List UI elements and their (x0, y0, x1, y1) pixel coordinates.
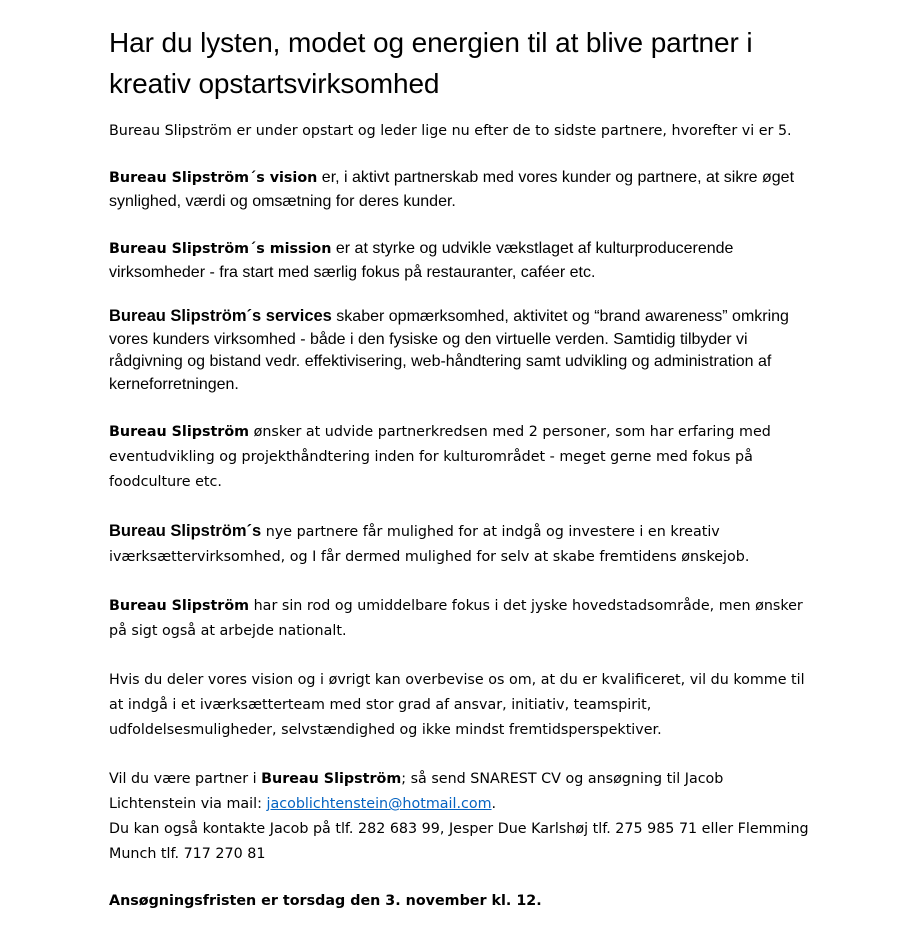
mission-paragraph (109, 237, 809, 284)
expand-paragraph (109, 420, 809, 495)
roots-heading: Bureau Slipström (109, 598, 250, 614)
deadline-paragraph (109, 889, 809, 914)
page-title: Har du lysten, modet og energien til at blive partner i kreativ opstartsvirksomhed (109, 27, 753, 99)
document-page (109, 0, 809, 914)
vision-heading: Bureau Slipström´s vision (109, 170, 318, 186)
roots-paragraph (109, 594, 809, 644)
email-link[interactable]: jacoblichtenstein@hotmail.com (266, 796, 492, 812)
expand-text: ønsker at udvide partnerkredsen med 2 personer, som har erfaring med eventudvikling og projekthåndtering inden for kulturområdet - meget gerne med fokus på foodculture etc. (109, 424, 771, 490)
contact-company: Bureau Slipström (261, 771, 402, 787)
contact-paragraph (109, 767, 809, 867)
contact-phones: Du kan også kontakte Jacob på tlf. 282 683 99, Jesper Due Karlshøj tlf. 275 985 71 eller Flemming Munch tlf. 717 270 81 (109, 821, 809, 862)
services-paragraph (109, 305, 809, 396)
new-partners-heading: Bureau Slipström´s (109, 522, 262, 540)
contact-post: . (491, 796, 497, 812)
intro-paragraph: Bureau Slipström er under opstart og leder lige nu efter de to sidste partnere, hvorefter vi er 5. (109, 123, 792, 139)
roots-text: har sin rod og umiddelbare fokus i det jyske hovedstadsområde, men ønsker på sigt også at arbejde nationalt. (109, 598, 803, 639)
new-partners-paragraph (109, 519, 809, 570)
mission-heading: Bureau Slipström´s mission (109, 241, 332, 257)
mission-text: er at styrke og udvikle vækstlaget af kulturproducerende virksomheder - fra start med særlig fokus på restauranter, caféer etc. (109, 240, 734, 281)
services-text: skaber opmærksomhed, aktivitet og “brand awareness” omkring vores kunders virksomhed - både i den fysiske og den virtuelle verden. Samtidig tilbyder vi rådgivning og bistand vedr. effektivisering, web-håndtering samt udvikling og administration af kerneforretningen. (109, 308, 789, 393)
expand-heading: Bureau Slipström (109, 424, 250, 440)
share-vision-paragraph: Hvis du deler vores vision og i øvrigt kan overbevise os om, at du er kvalificeret, vil du komme til at indgå i et iværksætterteam med stor grad af ansvar, initiativ, teamspirit, udfoldelsesmuligheder, selvstændighed og ikke mindst fremtidsperspektiver. (109, 672, 805, 738)
contact-mid: ; så send SNAREST CV og ansøgning til Jacob Lichtenstein via mail: (109, 771, 724, 812)
new-partners-text: nye partnere får mulighed for at indgå og investere i en kreativ iværksættervirksomhed, og I får dermed mulighed for selv at skabe fremtidens ønskejob. (109, 524, 750, 565)
vision-paragraph (109, 166, 809, 213)
contact-pre: Vil du være partner i (109, 771, 262, 787)
vision-text: er, i aktivt partnerskab med vores kunder og partnere, at sikre øget synlighed, værdi og omsætning for deres kunder. (109, 169, 795, 210)
services-heading: Bureau Slipström´s services (109, 307, 332, 325)
deadline-text: Ansøgningsfristen er torsdag den 3. november kl. 12. (109, 893, 542, 909)
